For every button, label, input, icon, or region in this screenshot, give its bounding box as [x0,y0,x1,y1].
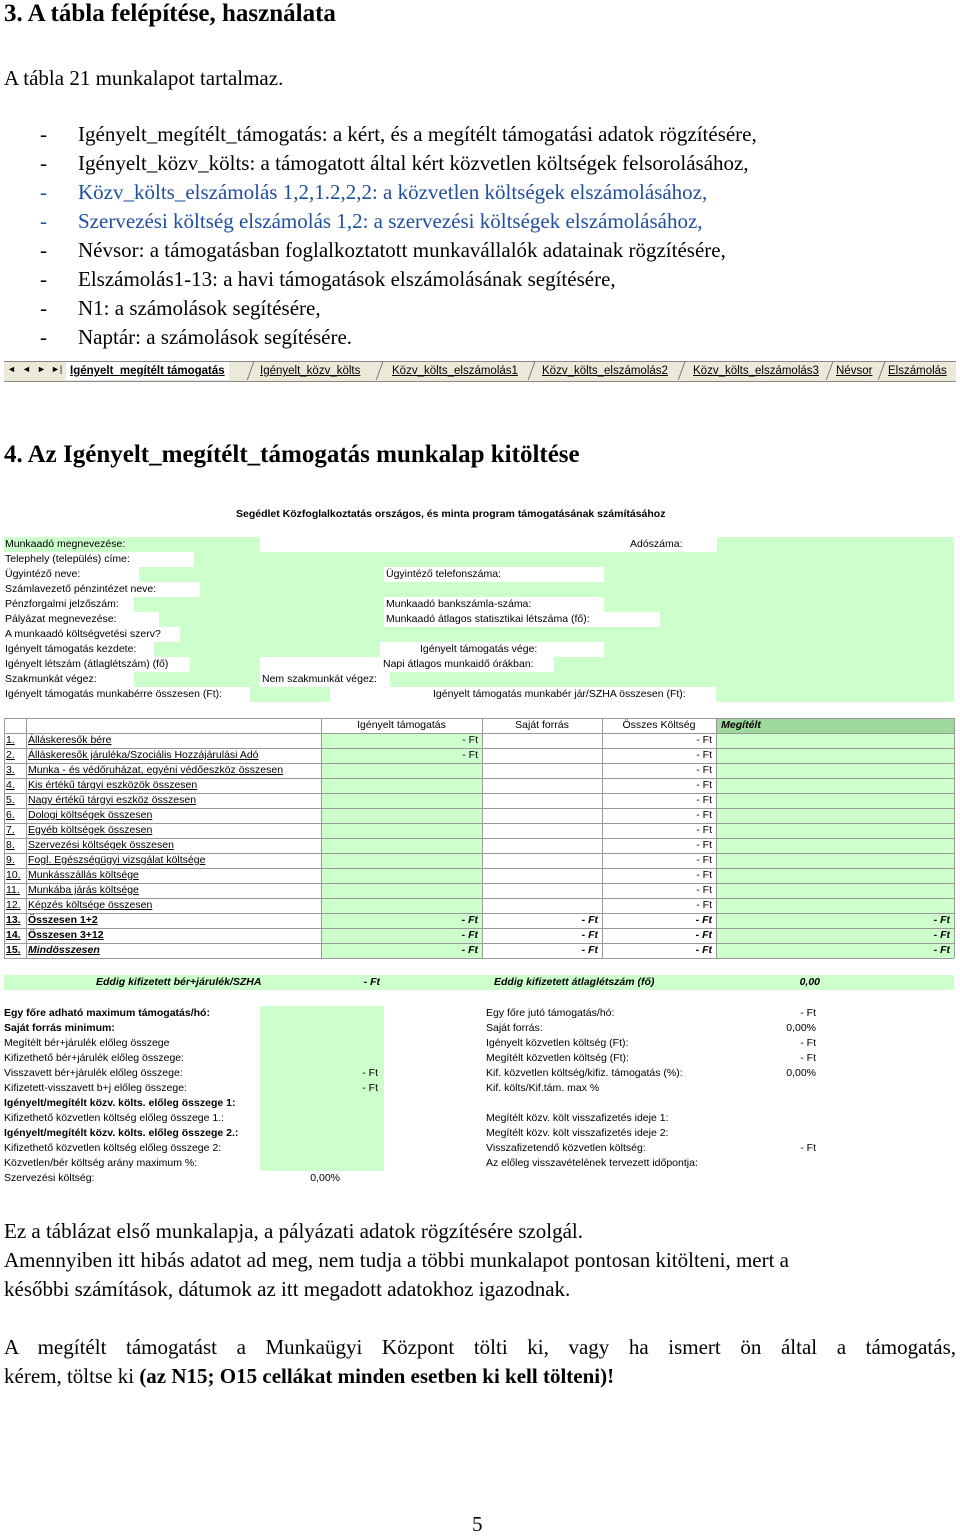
label-napi: Napi átlagos munkaidő órákban: [383,658,534,670]
right-summary-value: - Ft [800,1037,816,1049]
row-number: 13. [6,914,21,926]
label-szakmunkat: Szakmunkát végez: [5,673,97,685]
list-dash: - [40,180,47,204]
row-label: Egyéb költségek összesen [28,824,153,836]
left-summary-label: Kifizethető közvetlen költség előleg összege 1.: [4,1112,225,1124]
row-osszes: - Ft [696,884,712,896]
right-summary-value [716,1096,816,1111]
row-number: 8. [6,839,15,851]
row-sajat [482,808,598,823]
outro-p3-bold: (az N15; O15 cellákat minden esetben ki kell tölteni)! [139,1364,615,1388]
tab-igenyelt-kozv-kolts[interactable]: Igényelt_közv_költs [260,365,361,377]
tab-kozv-kolts-elszamolas1[interactable]: Közv_költs_elszámolás1 [392,365,518,377]
row-megitelt: - Ft [933,944,950,956]
left-summary-label: Kifizethető bér+járulék előleg összege: [4,1052,185,1064]
tab-kozv-kolts-elszamolas2[interactable]: Közv_költs_elszámolás2 [542,365,668,377]
right-summary-label: Kif. költs/Kif.tám. max % [486,1082,600,1094]
row-sajat [482,748,598,763]
right-summary-label: Megítélt közv. költ visszafizetés ideje 1: [486,1112,669,1124]
left-summary-value [260,1036,378,1051]
left-summary-value: - Ft [362,1067,378,1079]
label-koltsegvetesi: A munkaadó költségvetési szerv? [5,628,161,640]
row-osszes: - Ft [696,764,712,776]
right-summary-value: - Ft [800,1142,816,1154]
row-megitelt [716,868,950,883]
row-megitelt: - Ft [933,914,950,926]
tab-elszamolas[interactable]: Elszámolás [888,365,947,377]
label-palyazat: Pályázat megnevezése: [5,613,117,625]
row-osszes: - Ft [696,869,712,881]
left-summary-value [260,1141,378,1156]
left-summary-label: Szervezési költség: [4,1172,95,1184]
last-sheet-icon[interactable]: ►| [51,364,63,374]
row-label: Nagy értékű tárgyi eszköz összesen [28,794,197,806]
row-label: Fogl. Egészségügyi vizsgálat költsége [28,854,206,866]
row-igenyelt [321,898,478,913]
left-summary-label: Saját forrás minimum: [4,1022,115,1034]
outro-p3-line2 [4,1364,614,1389]
label-nem-szakmunkat: Nem szakmunkát végez: [262,673,377,685]
left-summary-value: 0,00% [310,1172,340,1184]
row-megitelt [716,808,950,823]
right-summary-label: Saját forrás: [486,1022,543,1034]
outro-p2-line1: Amennyiben itt hibás adatot ad meg, nem tudja a többi munkalapot pontosan kitölteni, mert a [4,1248,789,1272]
row-megitelt [716,763,950,778]
list-dash: - [40,296,47,320]
row-sajat [482,898,598,913]
row-number: 2. [6,749,15,761]
row-sajat: - Ft [581,944,598,956]
row-megitelt [716,838,950,853]
list-dash: - [40,267,47,291]
row-label: Kis értékű tárgyi eszközök összesen [28,779,198,791]
label-munkaado: Munkaadó megnevezése: [5,538,126,550]
prev-sheet-icon[interactable]: ◄ [22,364,31,374]
row-number: 1. [6,734,15,746]
right-summary-value [716,1111,816,1126]
row-osszes: - Ft [696,824,712,836]
row-label: Álláskeresők járuléka/Szociális Hozzájárulási Adó [28,749,259,761]
right-summary-value [716,1156,816,1171]
outro-p2-line2: későbbi számítások, dátumok az itt megadott adatokhoz igazodnak. [4,1277,571,1301]
next-sheet-icon[interactable]: ► [37,364,46,374]
row-igenyelt [321,808,478,823]
row-label: Munkásszállás költsége [28,869,139,881]
row-megitelt [716,853,950,868]
row-number: 10. [6,869,21,881]
tab-igenyelt-megitelt[interactable]: Igényelt_megítélt támogatás [66,362,229,380]
row-sajat [482,883,598,898]
row-label: Összesen 1+2 [28,914,98,926]
row-number: 6. [6,809,15,821]
first-sheet-icon[interactable]: ◄ [7,364,16,374]
row-sajat [482,838,598,853]
sheet-list-item [40,323,352,351]
right-summary-label: Visszafizetendő közvetlen költség: [486,1142,646,1154]
table-header: Igényelt támogatás [357,719,446,731]
row-osszes: - Ft [696,734,712,746]
label-penzforgalmi: Pénzforgalmi jelzőszám: [5,598,119,610]
row-osszes: - Ft [695,914,712,926]
outro-p3-line1: A megítélt támogatást a Munkaügyi Központ tölti ki, vagy ha ismert ön által a támogatás, [4,1335,956,1359]
list-item-text: Igényelt_megítélt_támogatás: a kért, és a megítélt támogatási adatok rögzítésére, [78,122,757,146]
table-header: Összes Költség [622,719,696,731]
row-osszes: - Ft [696,779,712,791]
right-summary-value: 0,00% [786,1022,816,1034]
row-sajat: - Ft [581,929,598,941]
row-megitelt [716,823,950,838]
sheet-tab-bar [4,361,956,382]
row-number: 9. [6,854,15,866]
left-summary-value [260,1051,378,1066]
row-sajat [482,823,598,838]
row-label: Összesen 3+12 [28,929,104,941]
left-summary-value [260,1111,378,1126]
row-megitelt [716,793,950,808]
label-letszam: Igényelt létszám (átlaglétszám) (fő) [5,658,169,670]
left-summary-value [260,1021,378,1036]
row-igenyelt [321,838,478,853]
atlag-label: Eddig kifizetett átlaglétszám (fő) [494,976,655,988]
left-summary-value [260,1126,378,1141]
row-igenyelt: - Ft [462,749,478,761]
atlag-value: 0,00 [799,976,820,988]
row-number: 11. [6,884,20,896]
row-number: 5. [6,794,15,806]
row-igenyelt [321,853,478,868]
right-summary-value: - Ft [800,1007,816,1019]
table-header: Megítélt [721,719,761,731]
row-igenyelt [321,778,478,793]
row-igenyelt: - Ft [461,944,478,956]
right-summary-label: Az előleg visszavételének tervezett időpontja: [486,1157,698,1169]
row-number: 4. [6,779,15,791]
row-sajat [482,733,598,748]
row-label: Képzés költsége összesen [28,899,153,911]
row-label: Munka - és védőruházat, egyéni védőeszköz összesen [28,764,284,776]
label-szamlavezeto: Számlavezető pénzintézet neve: [5,583,157,595]
right-summary-value: 0,00% [786,1067,816,1079]
list-item-text: Elszámolás1-13: a havi támogatások elszámolásának segítésére, [78,267,616,291]
row-label: Szervezési költségek összesen [28,839,174,851]
left-summary-label: Megítélt bér+járulék előleg összege [4,1037,170,1049]
row-igenyelt [321,823,478,838]
label-kezdete: Igényelt támogatás kezdete: [5,643,137,655]
row-osszes: - Ft [695,944,712,956]
row-megitelt [716,883,950,898]
eddig-label: Eddig kifizetett bér+járulék/SZHA [96,976,262,988]
label-ugyintezo-tel: Ügyintéző telefonszáma: [386,568,501,580]
spreadsheet-preview [0,500,960,1200]
label-vege: Igényelt támogatás vége: [420,643,538,655]
left-summary-label: Kifizetett-visszavett b+j előleg összege: [4,1082,187,1094]
right-summary-value [716,1126,816,1141]
row-megitelt [716,733,950,748]
row-igenyelt: - Ft [461,914,478,926]
row-megitelt: - Ft [933,929,950,941]
row-sajat: - Ft [581,914,598,926]
label-ugyintezo: Ügyintéző neve: [5,568,81,580]
row-igenyelt: - Ft [462,734,478,746]
row-sajat [482,778,598,793]
sheet-list-item [40,294,321,322]
table-header: Saját forrás [515,719,569,731]
right-summary-value: - Ft [800,1052,816,1064]
label-atlagos-letszam: Munkaadó átlagos statisztikai létszáma (fő): [386,613,590,625]
list-dash: - [40,238,47,262]
row-label: Mindösszesen [28,944,100,956]
row-osszes: - Ft [696,839,712,851]
row-number: 7. [6,824,15,836]
label-bankszamla: Munkaadó bankszámla-száma: [386,598,532,610]
left-summary-value [260,1156,378,1171]
row-number: 15. [6,944,21,956]
row-osszes: - Ft [695,929,712,941]
page-number: 5 [472,1512,483,1536]
row-label: Dologi költségek összesen [28,809,153,821]
row-sajat [482,763,598,778]
left-summary-label: Igényelt/megítélt közv. költs. előleg összege 1: [4,1097,236,1109]
outro-p3-plain: kérem, töltse ki [4,1364,140,1388]
tab-kozv-kolts-elszamolas3[interactable]: Közv_költs_elszámolás3 [693,365,819,377]
section-3-heading: 3. A tábla felépítése, használata [4,0,336,27]
outro-p1: Ez a táblázat első munkalapja, a pályázati adatok rögzítésére szolgál. [4,1219,583,1243]
list-dash: - [40,151,47,175]
label-munkaber: Igényelt támogatás munkabérre összesen (Ft): [5,688,223,700]
row-megitelt [716,778,950,793]
section-4-heading: 4. Az Igényelt_megítélt_támogatás munkalap kitöltése [4,441,580,468]
right-summary-value [716,1081,816,1096]
row-igenyelt [321,868,478,883]
list-item-text: Naptár: a számolások segítésére. [78,325,353,349]
right-summary-label: Egy főre jutó támogatás/hó: [486,1007,615,1019]
list-item-text: Névsor: a támogatásban foglalkoztatott munkavállalók adatainak rögzítésére, [78,238,726,262]
row-label: Munkába járás költsége [28,884,139,896]
row-number: 12. [6,899,21,911]
right-summary-label: Megítélt közv. költ visszafizetés ideje 2: [486,1127,669,1139]
row-osszes: - Ft [696,854,712,866]
left-summary-value [260,1096,378,1111]
row-sajat [482,868,598,883]
label-adoszam: Adószáma: [630,538,683,550]
sheet-list-item [40,178,707,206]
sheet-list-item [40,207,703,235]
list-item-text: Igényelt_közv_költs: a támogatott által kért közvetlen költségek felsorolásához, [78,151,749,175]
row-igenyelt [321,883,478,898]
row-number: 3. [6,764,15,776]
row-igenyelt [321,763,478,778]
left-summary-label: Egy főre adható maximum támogatás/hó: [4,1007,210,1019]
row-osszes: - Ft [696,794,712,806]
sheet-title: Segédlet Közfoglalkoztatás országos, és minta program támogatásának számításához [236,508,666,520]
label-munkaber-jar: Igényelt támogatás munkabér jár/SZHA összesen (Ft): [433,688,686,700]
eddig-value: - Ft [363,976,380,988]
list-item-text: Közv_költs_elszámolás 1,2,1.2,2,2: a közvetlen költségek elszámolásához, [78,180,708,204]
sheet-list-item [40,149,749,177]
list-dash: - [40,325,47,349]
left-summary-value [260,1006,378,1021]
row-igenyelt: - Ft [461,929,478,941]
sheet-list-item [40,236,726,264]
list-dash: - [40,122,47,146]
left-summary-label: Visszavett bér+járulék előleg összege: [4,1067,183,1079]
row-number: 14. [6,929,21,941]
section-3-intro: A tábla 21 munkalapot tartalmaz. [4,66,284,90]
row-sajat [482,853,598,868]
right-summary-label: Kif. közvetlen költség/kifiz. támogatás (%): [486,1067,683,1079]
left-summary-label: Igényelt/megítélt közv. költs. előleg összege 2.: [4,1127,239,1139]
sheet-list-item [40,120,757,148]
right-summary-label: Megítélt közvetlen költség (Ft): [486,1052,629,1064]
left-summary-label: Közvetlen/bér költség arány maximum %: [4,1157,198,1169]
list-item-text: Szervezési költség elszámolás 1,2: a szervezési költségek elszámolásához, [78,209,703,233]
sheet-list-item [40,265,616,293]
row-megitelt [716,748,950,763]
row-megitelt [716,898,950,913]
row-label: Álláskeresők bére [28,734,112,746]
label-telephely: Telephely (település) címe: [5,553,130,565]
tab-nevsor[interactable]: Névsor [836,365,873,377]
right-summary-label: Igényelt közvetlen költség (Ft): [486,1037,629,1049]
left-summary-label: Kifizethető közvetlen költség előleg összege 2: [4,1142,222,1154]
left-summary-value: - Ft [362,1082,378,1094]
row-osszes: - Ft [696,899,712,911]
row-sajat [482,793,598,808]
row-osszes: - Ft [696,749,712,761]
row-osszes: - Ft [696,809,712,821]
list-item-text: N1: a számolások segítésére, [78,296,321,320]
row-igenyelt [321,793,478,808]
list-dash: - [40,209,47,233]
